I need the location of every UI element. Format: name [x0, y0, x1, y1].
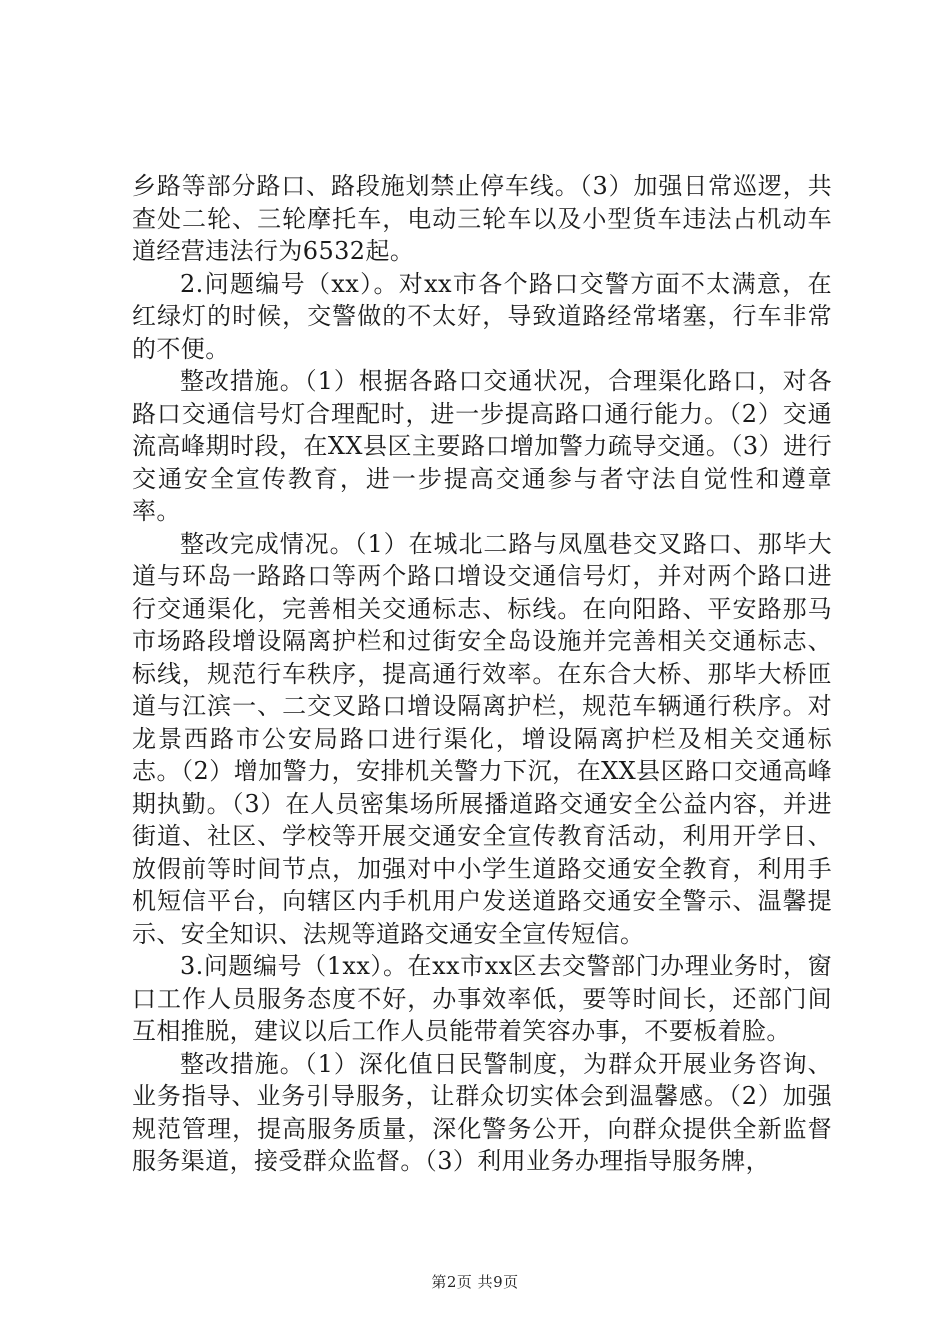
page-footer: 第2页 共9页 — [431, 1273, 519, 1291]
paragraph-6: 整改措施。（1）深化值日民警制度，为群众开展业务咨询、业务指导、业务引导服务，让群众切实体会到温馨感。（2）加强规范管理，提高服务质量，深化警务公开，向群众提供全新监督服务渠道，接受群众监督。（3）利用业务办理指导服务牌， — [132, 1049, 832, 1175]
paragraph-3: 整改措施。（1）根据各路口交通状况，合理渠化路口，对各路口交通信号灯合理配时，进一步提高路口通行能力。（2）交通流高峰期时段，在XX县区主要路口增加警力疏导交通。（3）进行交通安全宣传教育，进一步提高交通参与者守法自觉性和遵章率。 — [132, 367, 832, 525]
paragraph-2: 2.问题编号（xx）。对xx市各个路口交警方面不太满意，在红绿灯的时候，交警做的不太好，导致道路经常堵塞，行车非常的不便。 — [132, 269, 832, 363]
paragraph-1: 乡路等部分路口、路段施划禁止停车线。（3）加强日常巡逻，共查处二轮、三轮摩托车，电动三轮车以及小型货车违法占机动车道经营违法行为6532起。 — [132, 172, 832, 265]
paragraph-5: 3.问题编号（1xx）。在xx市xx区去交警部门办理业务时，窗口工作人员服务态度不好，办事效率低，要等时间长，还部门间互相推脱，建议以后工作人员能带着笑容办事，不要板着脸。 — [132, 952, 832, 1045]
document-body — [132, 170, 832, 1178]
paragraph-4: 整改完成情况。（1）在城北二路与凤凰巷交叉路口、那毕大道与环岛一路路口等两个路口增设交通信号灯，并对两个路口进行交通渠化，完善相关交通标志、标线。在向阳路、平安路那马市场路段增设隔离护栏和过街安全岛设施并完善相关交通标志、标线，规范行车秩序，提高通行效率。在东合大桥、那毕大桥匝道与江滨一、二交叉路口增设隔离护栏，规范车辆通行秩序。对龙景西路市公安局路口进行渠化，增设隔离护栏及相关交通标志。（2）增加警力，安排机关警力下沉，在XX县区路口交通高峰期执勤。（3）在人员密集场所展播道路交通安全公益内容，并进街道、社区、学校等开展交通安全宣传教育活动，利用开学日、放假前等时间节点，加强对中小学生道路交通安全教育，利用手机短信平台，向辖区内手机用户发送道路交通安全警示、温馨提示、安全知识、法规等道路交通安全宣传短信。 — [132, 529, 832, 948]
